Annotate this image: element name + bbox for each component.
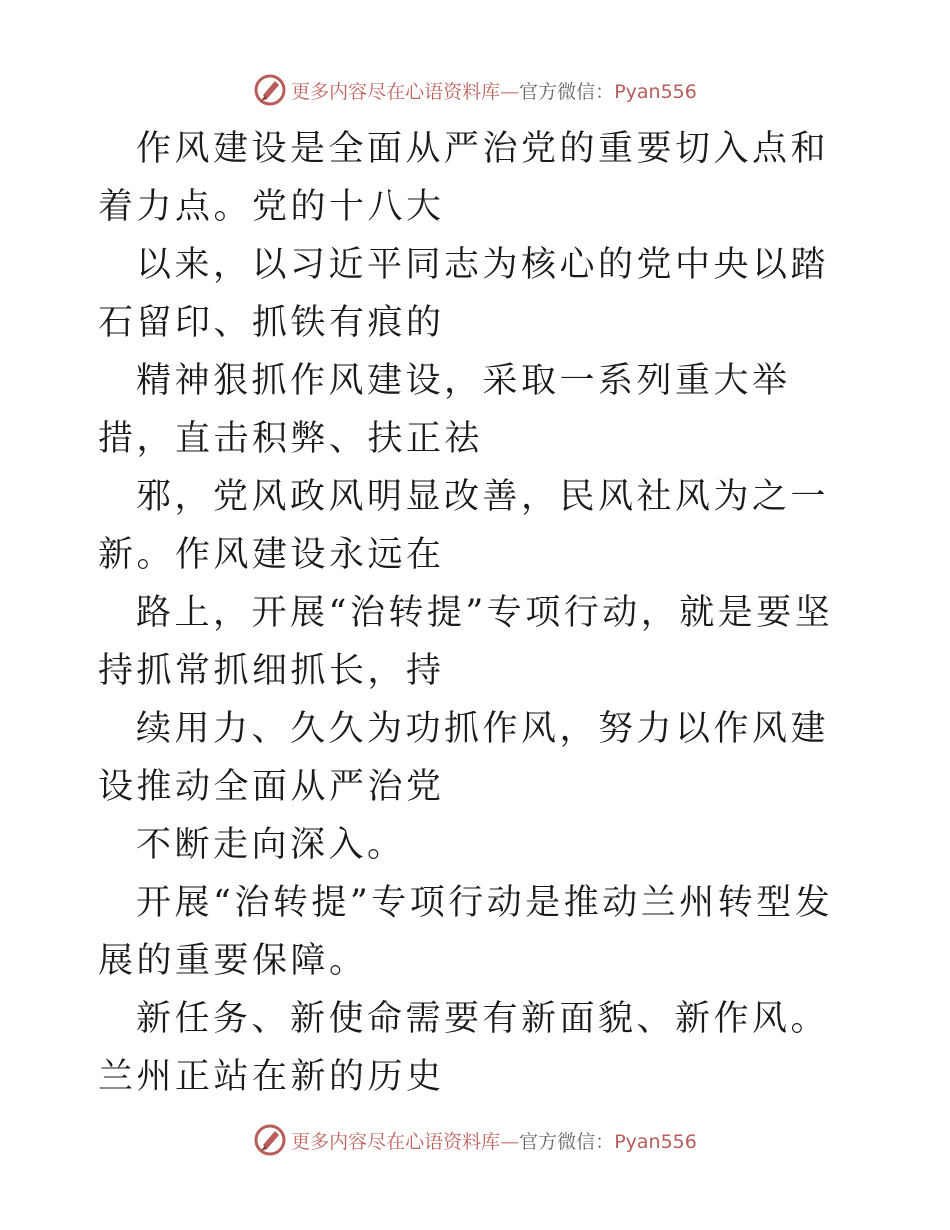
watermark-text	[291, 1127, 697, 1154]
paragraph-8: 开展“治转提”专项行动是推动兰州转型发展的重要保障。	[98, 883, 834, 981]
paragraph-5: 路上，开展“治转提”专项行动，就是要坚持抓常抓细抓长，持	[98, 593, 834, 691]
paragraph-2: 以来，以习近平同志为核心的党中央以踏石留印、抓铁有痕的	[98, 245, 830, 343]
watermark-id: Pyan556	[614, 80, 697, 103]
paragraph-3: 精神狠抓作风建设，采取一系列重大举措，直击积弊、扶正祛	[98, 361, 791, 459]
watermark-label: 官方微信：	[519, 1130, 615, 1153]
paragraph-1: 作风建设是全面从严治党的重要切入点和着力点。党的十八大	[98, 129, 830, 227]
watermark-site: 更多内容尽在心语资料库	[291, 1130, 501, 1153]
document-body	[98, 120, 858, 1106]
watermark-site: 更多内容尽在心语资料库	[291, 80, 501, 103]
paragraph-7: 不断走向深入。	[136, 825, 406, 865]
seal-logo-icon	[253, 1123, 287, 1157]
watermark-separator: —	[500, 1130, 520, 1153]
watermark-text	[291, 77, 697, 104]
watermark-label: 官方微信：	[519, 80, 615, 103]
watermark-id: Pyan556	[614, 1130, 697, 1153]
header-watermark	[0, 70, 950, 110]
watermark-separator: —	[500, 80, 520, 103]
footer-watermark	[0, 1120, 950, 1160]
paragraph-9: 新任务、新使命需要有新面貌、新作风。兰州正站在新的历史	[98, 999, 830, 1097]
seal-logo-icon	[253, 73, 287, 107]
paragraph-4: 邪，党风政风明显改善，民风社风为之一新。作风建设永远在	[98, 477, 830, 575]
paragraph-6: 续用力、久久为功抓作风，努力以作风建设推动全面从严治党	[98, 709, 830, 807]
